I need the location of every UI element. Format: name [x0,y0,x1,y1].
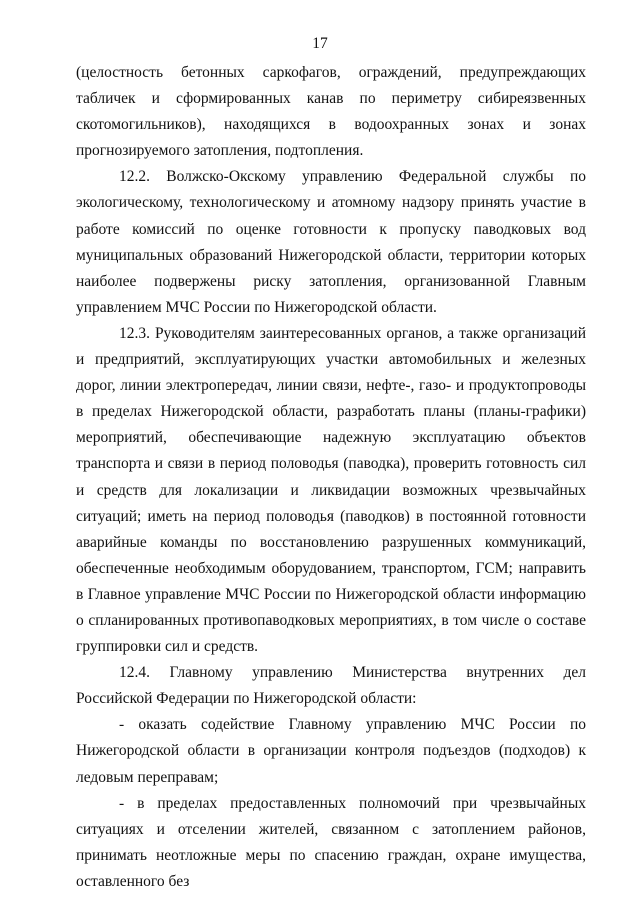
paragraph-continuation: (целостность бетонных саркофагов, ограждений, предупреждающих табличек и сформированных канав по периметру сибиреязвенных скотомогильников), находящихся в водоохранных зонах и зонах прогнозируемого затопления, подтопления. [76,64,586,160]
paragraph-12-2: 12.2. Волжско-Окскому управлению Федеральной службы по экологическому, технологическому и атомному надзору принять участие в работе комиссий по оценке готовности к пропуску паводковых вод муниципальных образований Нижегородской области, территории которых наиболее подвержены риску затопления, организованной Главным управлением МЧС России по Нижегородской области. [76,168,586,316]
paragraph-12-3: 12.3. Руководителям заинтересованных органов, а также организаций и предприятий, эксплуатирующих участки автомобильных и железных дорог, линии электропередач, линии связи, нефте-, газо- и продуктопроводы в пределах Нижегородской области, разработать планы (планы-графики) мероприятий, обеспечивающие надежную эксплуатацию объектов транспорта и связи в период половодья (паводка), проверить готовность сил и средств для локализации и ликвидации возможных чрезвычайных ситуаций; иметь на период половодья (паводков) в постоянной готовности аварийные команды по восстановлению разрушенных коммуникаций, обеспеченные необходимым оборудованием, транспортом, ГСМ; направить в Главное управление МЧС России по Нижегородской области информацию о спланированных противопаводковых мероприятиях, в том числе о составе группировки сил и средств. [76,324,586,656]
list-item-emergency-measures: - в пределах предоставленных полномочий при чрезвычайных ситуациях и отселении жителей, связанном с затоплением районов, принимать неотложные меры по спасению граждан, охране имущества, оставленного без [76,794,586,890]
list-item-crossings-control: - оказать содействие Главному управлению МЧС России по Нижегородской области в организации контроля подъездов (подходов) к ледовым переправам; [76,716,586,786]
page-number: 17 [312,35,328,52]
paragraph-12-4: 12.4. Главному управлению Министерства внутренних дел Российской Федерации по Нижегородской области: [76,664,586,708]
document-body [76,60,586,895]
